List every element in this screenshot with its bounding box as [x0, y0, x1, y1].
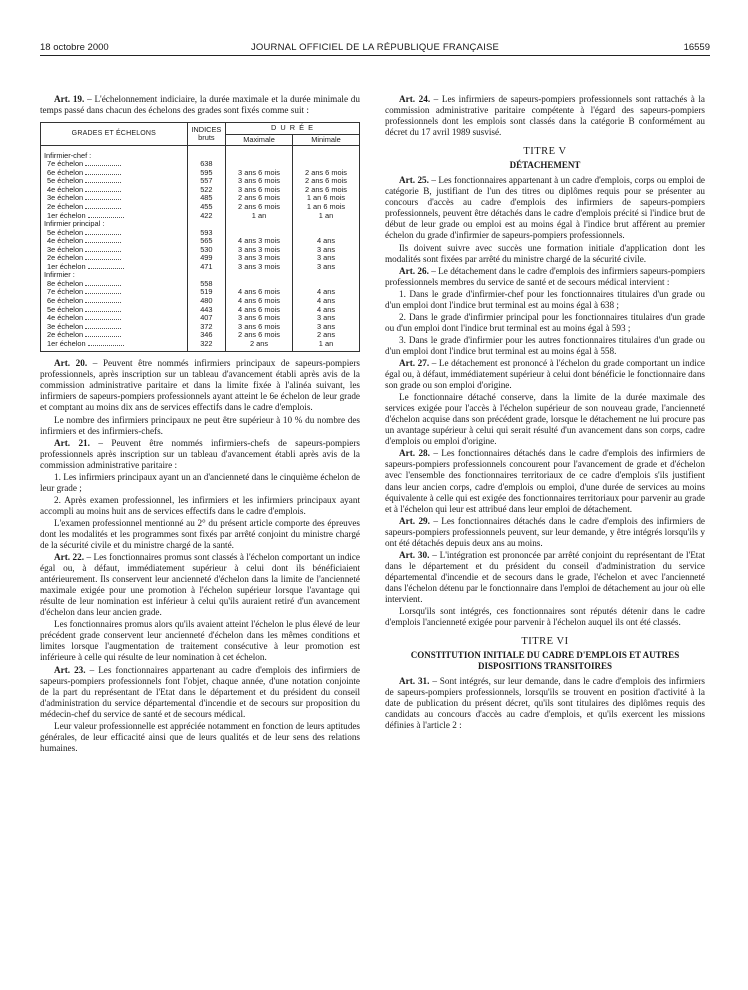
page-header	[40, 42, 710, 56]
leader-dots	[85, 191, 121, 192]
echelon-text: 4e échelon	[47, 236, 84, 246]
index-cell: 565	[187, 237, 225, 246]
article-24-text: – Les infirmiers de sapeurs-pompiers professionnels sont rattachés à la commission administrative paritaire compétente à l'égard des sapeurs-pompiers professionnels dont les emplois sont classés dans la catégorie B conformément au décret du 17 avril 1989 susvisé.	[385, 94, 706, 138]
max-duration-cell	[226, 220, 293, 229]
article-23-label: Art. 23.	[54, 664, 86, 675]
leader-dots	[85, 319, 121, 320]
min-duration-cell: 1 an 6 mois	[293, 203, 360, 212]
leader-dots	[85, 285, 121, 286]
index-cell: 593	[187, 229, 225, 238]
titre-6-subheading: CONSTITUTION INITIALE DU CADRE D'EMPLOIS ET AUTRES DISPOSITIONS TRANSITOIRES	[410, 650, 680, 672]
leader-dots	[85, 234, 121, 235]
table-header-indices: INDICES bruts	[187, 123, 225, 146]
table-header-maximale: Maximale	[226, 134, 293, 146]
article-23-text: – Les fonctionnaires appartenant au cadre d'emplois des infirmiers de sapeurs-pompiers professionnels font l'objet, chaque année, d'une notation conjointe de la part du représentant de l'Etat dans le département et du président du conseil d'administration du service départemental d'incendie et de secours sur proposition du médecin-chef du service de santé et de secours médical.	[40, 664, 360, 719]
echelon-text: 3e échelon	[47, 193, 84, 203]
article-28-text: – Les fonctionnaires détachés dans le cadre d'emplois des infirmiers de sapeurs-pompiers professionnels concourent pour l'avancement de grade et d'échelon avec l'ensemble des fonctionnaires territoriaux de ce cadre d'emplois s'ils justifient dans leur ancien corps, cadre d'emplois ou emploi, d'une durée de services au moins équivalente à celle qui est exigée des fonctionnaires territoriaux pour parvenir au grade et à l'échelon qui leur est attribué dans leur emploi de détachement.	[385, 448, 705, 514]
min-duration-cell: 3 ans	[293, 323, 360, 332]
right-column	[385, 94, 705, 732]
article-25-label: Art. 25.	[399, 175, 429, 186]
min-duration-cell: 3 ans	[293, 246, 360, 255]
leader-dots	[85, 336, 121, 337]
titre-5-subheading: DÉTACHEMENT	[509, 160, 581, 171]
leader-dots	[85, 311, 121, 312]
salary-scale-table	[40, 122, 360, 352]
article-26-text: – Le détachement dans le cadre d'emplois des infirmiers sapeurs-pompiers professionnels membres du service de santé et de secours médical intervient :	[385, 265, 705, 287]
min-duration-cell	[293, 220, 360, 229]
echelon-text: 5e échelon	[47, 176, 84, 186]
index-cell: 595	[187, 169, 225, 178]
article-30-paragraph-2: Lorsqu'ils sont intégrés, ces fonctionnaires sont réputés détenir dans le cadre d'emplois l'ancienneté exigée pour parvenir à l'échelon auquel ils ont été classés.	[385, 606, 705, 628]
echelon-label	[41, 340, 188, 352]
max-duration-cell: 4 ans 6 mois	[226, 288, 293, 297]
echelon-text: 7e échelon	[47, 159, 84, 169]
leader-dots	[85, 259, 121, 260]
leader-dots	[88, 345, 124, 346]
titre-6-heading: TITRE VI	[521, 636, 569, 648]
max-duration-cell: 2 ans 6 mois	[226, 203, 293, 212]
min-duration-cell: 4 ans	[293, 237, 360, 246]
max-duration-cell: 2 ans 6 mois	[226, 331, 293, 340]
article-30	[385, 550, 705, 605]
left-column	[40, 94, 360, 755]
leader-dots	[85, 302, 121, 303]
article-23-paragraph-2: Leur valeur professionnelle est appréciée notamment en fonction de leurs aptitudes générales, de leur efficacité ainsi que de leurs qualités et de leur sens des relations humaines.	[40, 720, 360, 753]
grade-group-text: Infirmier principal :	[44, 219, 105, 229]
min-duration-cell: 2 ans	[293, 331, 360, 340]
article-26-paragraph-3: 2. Dans le grade d'infirmier principal pour les fonctionnaires titulaires d'un grade ou d'un emploi dont l'indice brut terminal est au moins égal à 593 ;	[385, 311, 705, 333]
max-duration-cell: 3 ans 6 mois	[226, 323, 293, 332]
article-21	[40, 438, 360, 471]
min-duration-cell: 3 ans	[293, 254, 360, 263]
article-27-paragraph-2: Le fonctionnaire détaché conserve, dans la limite de la durée maximale des services exigée pour l'accès à l'échelon supérieur de son nouveau grade, l'ancienneté d'échelon acquise dans son précédent grade, lorsque le détachement ne lui procure pas un avantage supérieur à celui qui serait résulté d'un avancement dans son corps, cadre d'emplois ou emploi d'origine.	[385, 392, 705, 447]
table-row	[41, 263, 360, 272]
echelon-text: 1er échelon	[47, 338, 86, 348]
echelon-text: 1er échelon	[47, 210, 86, 220]
index-cell: 480	[187, 297, 225, 306]
echelon-text: 2e échelon	[47, 253, 84, 263]
article-31-label: Art. 31.	[399, 676, 430, 687]
article-29	[385, 516, 705, 549]
header-page-number: 16559	[683, 42, 710, 53]
max-duration-cell: 3 ans 6 mois	[226, 186, 293, 195]
article-22-label: Art. 22.	[54, 552, 84, 563]
max-duration-cell: 4 ans 3 mois	[226, 237, 293, 246]
article-21-text: – Peuvent être nommés infirmiers-chefs de sapeurs-pompiers professionnels après inscription sur un tableau d'avancement établi après avis de la commission administrative paritaire :	[40, 437, 360, 470]
leader-dots	[85, 328, 121, 329]
article-19-label: Art. 19.	[54, 94, 85, 104]
index-cell: 455	[187, 203, 225, 212]
index-cell: 407	[187, 314, 225, 323]
index-cell: 558	[187, 280, 225, 289]
titre-5-heading: TITRE V	[523, 146, 567, 158]
index-cell: 499	[187, 254, 225, 263]
table-header-minimale: Minimale	[293, 134, 360, 146]
article-28	[385, 448, 705, 514]
index-cell: 372	[187, 323, 225, 332]
index-cell: 530	[187, 246, 225, 255]
min-duration-cell: 4 ans	[293, 306, 360, 315]
article-19	[40, 94, 360, 116]
leader-dots	[88, 268, 124, 269]
article-30-label: Art. 30.	[399, 549, 430, 560]
min-duration-cell: 3 ans	[293, 263, 360, 272]
article-26-paragraph-2: 1. Dans le grade d'infirmier-chef pour les fonctionnaires titulaires d'un grade ou d'un emploi dont l'indice brut terminal est au moins égal à 638 ;	[385, 288, 705, 310]
grade-group-text: Infirmier-chef :	[44, 150, 92, 160]
max-duration-cell	[226, 271, 293, 280]
min-duration-cell: 4 ans	[293, 288, 360, 297]
article-25	[385, 175, 705, 241]
echelon-text: 1er échelon	[47, 261, 86, 271]
article-30-text: – L'intégration est prononcée par arrêté conjoint du représentant de l'Etat dans le département et du président du conseil d'administration du service départemental d'incendie et de secours dans le grade, l'échelon et avec l'ancienneté dans l'échelon détenu par le fonctionnaire dans l'emploi de détachement au jour où elle intervient.	[385, 549, 705, 604]
article-21-paragraph-4: L'examen professionnel mentionné au 2° du présent article comporte des épreuves dont les modalités et les programmes sont fixés par arrêté conjoint du ministre chargé de la sécurité civile et du ministre chargé de la santé.	[40, 517, 360, 551]
max-duration-cell: 3 ans 3 mois	[226, 263, 293, 272]
article-20-paragraph-2: Le nombre des infirmiers principaux ne peut être supérieur à 10 % du nombre des infirmiers et des infirmiers-chefs.	[40, 414, 360, 436]
article-26-paragraph-4: 3. Dans le grade d'infirmier pour les autres fonctionnaires titulaires d'un grade ou d'un emploi dont l'indice brut terminal est au moins égal à 558.	[385, 334, 705, 356]
echelon-text: 7e échelon	[47, 287, 84, 297]
index-cell: 322	[187, 340, 225, 352]
article-19-text: – L'échelonnement indiciaire, la durée maximale et la durée minimale du temps passé dans chacun des échelons des grades sont fixés comme suit :	[40, 94, 360, 116]
echelon-text: 6e échelon	[47, 167, 84, 177]
article-20	[40, 358, 360, 413]
article-22-paragraph-2: Les fonctionnaires promus alors qu'ils avaient atteint l'échelon le plus élevé de leur précédent grade conservent leur ancienneté d'échelon dans les mêmes conditions et limites lorsque l'augmentation de traitement consécutive à leur promotion est inférieure à celle qui résulte de leur nomination à cet échelon.	[40, 619, 360, 663]
article-29-text: – Les fonctionnaires détachés dans le cadre d'emplois des infirmiers de sapeurs-pompiers professionnels peuvent, sur leur demande, y être intégrés lorsqu'ils y ont été détachés depuis deux ans au moins.	[385, 515, 705, 548]
leader-dots	[85, 174, 121, 175]
table-row	[41, 340, 360, 352]
article-26	[385, 266, 705, 288]
article-25-paragraph-2: Ils doivent suivre avec succès une formation initiale d'application dont les modalités sont fixées par arrêté du ministre chargé de la sécurité civile.	[385, 242, 705, 264]
max-duration-cell: 2 ans 6 mois	[226, 194, 293, 203]
article-24	[385, 94, 705, 138]
article-27	[385, 358, 705, 391]
min-duration-cell: 3 ans	[293, 314, 360, 323]
article-20-text: – Peuvent être nommés infirmiers principaux de sapeurs-pompiers professionnels, après inscription sur un tableau d'avancement établi après avis de la commission administrative paritaire et dans la limite fixée à l'alinéa suivant, les infirmiers de sapeurs-pompiers professionnels ayant atteint le 6e échelon de leur grade et comptant au moins dix ans de services effectifs dans le cadre d'emplois.	[40, 358, 360, 413]
max-duration-cell: 3 ans 3 mois	[226, 254, 293, 263]
index-cell: 346	[187, 331, 225, 340]
header-title: JOURNAL OFFICIEL DE LA RÉPUBLIQUE FRANÇAISE	[250, 42, 500, 53]
min-duration-cell	[293, 152, 360, 161]
min-duration-cell: 1 an	[293, 212, 360, 221]
max-duration-cell: 2 ans	[226, 340, 293, 352]
leader-dots	[85, 293, 121, 294]
max-duration-cell: 1 an	[226, 212, 293, 221]
index-cell: 519	[187, 288, 225, 297]
max-duration-cell: 4 ans 6 mois	[226, 306, 293, 315]
article-24-label: Art. 24.	[399, 94, 431, 104]
echelon-text: 8e échelon	[47, 278, 84, 288]
leader-dots	[85, 165, 121, 166]
leader-dots	[88, 217, 124, 218]
echelon-text: 5e échelon	[47, 304, 84, 314]
table-header-grades: GRADES ET ÉCHELONS	[41, 123, 188, 146]
article-21-paragraph-2: 1. Les infirmiers principaux ayant un an d'ancienneté dans le cinquième échelon de leur grade ;	[40, 471, 360, 493]
min-duration-cell: 1 an 6 mois	[293, 194, 360, 203]
leader-dots	[85, 251, 121, 252]
article-20-label: Art. 20.	[54, 358, 88, 369]
min-duration-cell: 2 ans 6 mois	[293, 169, 360, 178]
index-cell: 522	[187, 186, 225, 195]
article-27-text: – Le détachement est prononcé à l'échelon du grade comportant un indice égal ou, à défaut, immédiatement supérieur à celui dont bénéficie le fonctionnaire dans son grade ou son emploi d'origine.	[385, 357, 705, 391]
article-23	[40, 665, 360, 720]
echelon-text: 4e échelon	[47, 313, 84, 323]
min-duration-cell: 2 ans 6 mois	[293, 186, 360, 195]
max-duration-cell: 3 ans 6 mois	[226, 169, 293, 178]
article-21-paragraph-3: 2. Après examen professionnel, les infirmiers et les infirmiers principaux ayant accompli au moins huit ans de services effectifs dans le cadre d'emplois.	[40, 494, 360, 516]
echelon-text: 3e échelon	[47, 321, 84, 331]
index-cell: 443	[187, 306, 225, 315]
article-21-label: Art. 21.	[54, 437, 90, 448]
table-body	[41, 146, 360, 352]
article-27-label: Art. 27.	[399, 357, 430, 368]
max-duration-cell: 3 ans 3 mois	[226, 246, 293, 255]
article-28-label: Art. 28.	[399, 448, 430, 459]
min-duration-cell: 1 an	[293, 340, 360, 352]
article-31-text: – Sont intégrés, sur leur demande, dans le cadre d'emplois des infirmiers de sapeurs-pompiers professionnels, lorsqu'ils se trouvent en position d'activité à la date de publication du présent décret, qu'ils sont titulaires des diplômes requis des candidats au concours d'accès au cadre d'emplois, et qu'ils exercent les missions définies à l'article 2 :	[385, 676, 705, 731]
echelon-text: 4e échelon	[47, 184, 84, 194]
article-31	[385, 676, 705, 731]
index-cell: 471	[187, 263, 225, 272]
echelon-text: 2e échelon	[47, 330, 84, 340]
echelon-text: 3e échelon	[47, 244, 84, 254]
article-22-text: – Les fonctionnaires promus sont classés à l'échelon comportant un indice égal ou, à défaut, immédiatement supérieur à celui dont ils bénéficiaient antérieurement. Ils conservent leur ancienneté d'échelon dans la limite de l'ancienneté maximale exigée pour une promotion à l'échelon supérieur lorsque l'avantage qui résulte de leur nomination est inférieur à celui qu'ils auraient retiré d'un avancement d'échelon dans leur ancien grade.	[40, 552, 360, 618]
index-cell: 557	[187, 177, 225, 186]
leader-dots	[85, 242, 121, 243]
max-duration-cell: 3 ans 6 mois	[226, 314, 293, 323]
max-duration-cell: 4 ans 6 mois	[226, 297, 293, 306]
min-duration-cell	[293, 271, 360, 280]
index-cell: 638	[187, 160, 225, 169]
index-cell: 485	[187, 194, 225, 203]
echelon-text: 6e échelon	[47, 295, 84, 305]
min-duration-cell: 2 ans 6 mois	[293, 177, 360, 186]
article-29-label: Art. 29.	[399, 515, 430, 526]
article-26-label: Art. 26.	[399, 265, 429, 276]
echelon-text: 2e échelon	[47, 201, 84, 211]
article-25-text: – Les fonctionnaires appartenant à un cadre d'emplois, corps ou emploi de catégorie B, justifiant de l'un des titres ou diplômes requis pour se présenter au concours d'accès au cadre d'emplois des infirmiers de sapeurs-pompiers professionnels, peuvent être détachés dans le cadre d'emplois précité si l'indice brut de début de leur grade ou emploi est au moins égal à l'indice brut afférent au premier échelon du grade d'infirmier de sapeurs-pompiers professionnels.	[385, 175, 705, 241]
header-date: 18 octobre 2000	[40, 42, 109, 53]
min-duration-cell: 4 ans	[293, 297, 360, 306]
leader-dots	[85, 208, 121, 209]
table-header-duree: D U R É E	[226, 123, 360, 135]
max-duration-cell	[226, 152, 293, 161]
leader-dots	[85, 182, 121, 183]
leader-dots	[85, 199, 121, 200]
grade-group-text: Infirmier :	[44, 270, 75, 280]
article-22	[40, 552, 360, 618]
echelon-text: 5e échelon	[47, 227, 84, 237]
index-cell: 422	[187, 212, 225, 221]
max-duration-cell: 3 ans 6 mois	[226, 177, 293, 186]
